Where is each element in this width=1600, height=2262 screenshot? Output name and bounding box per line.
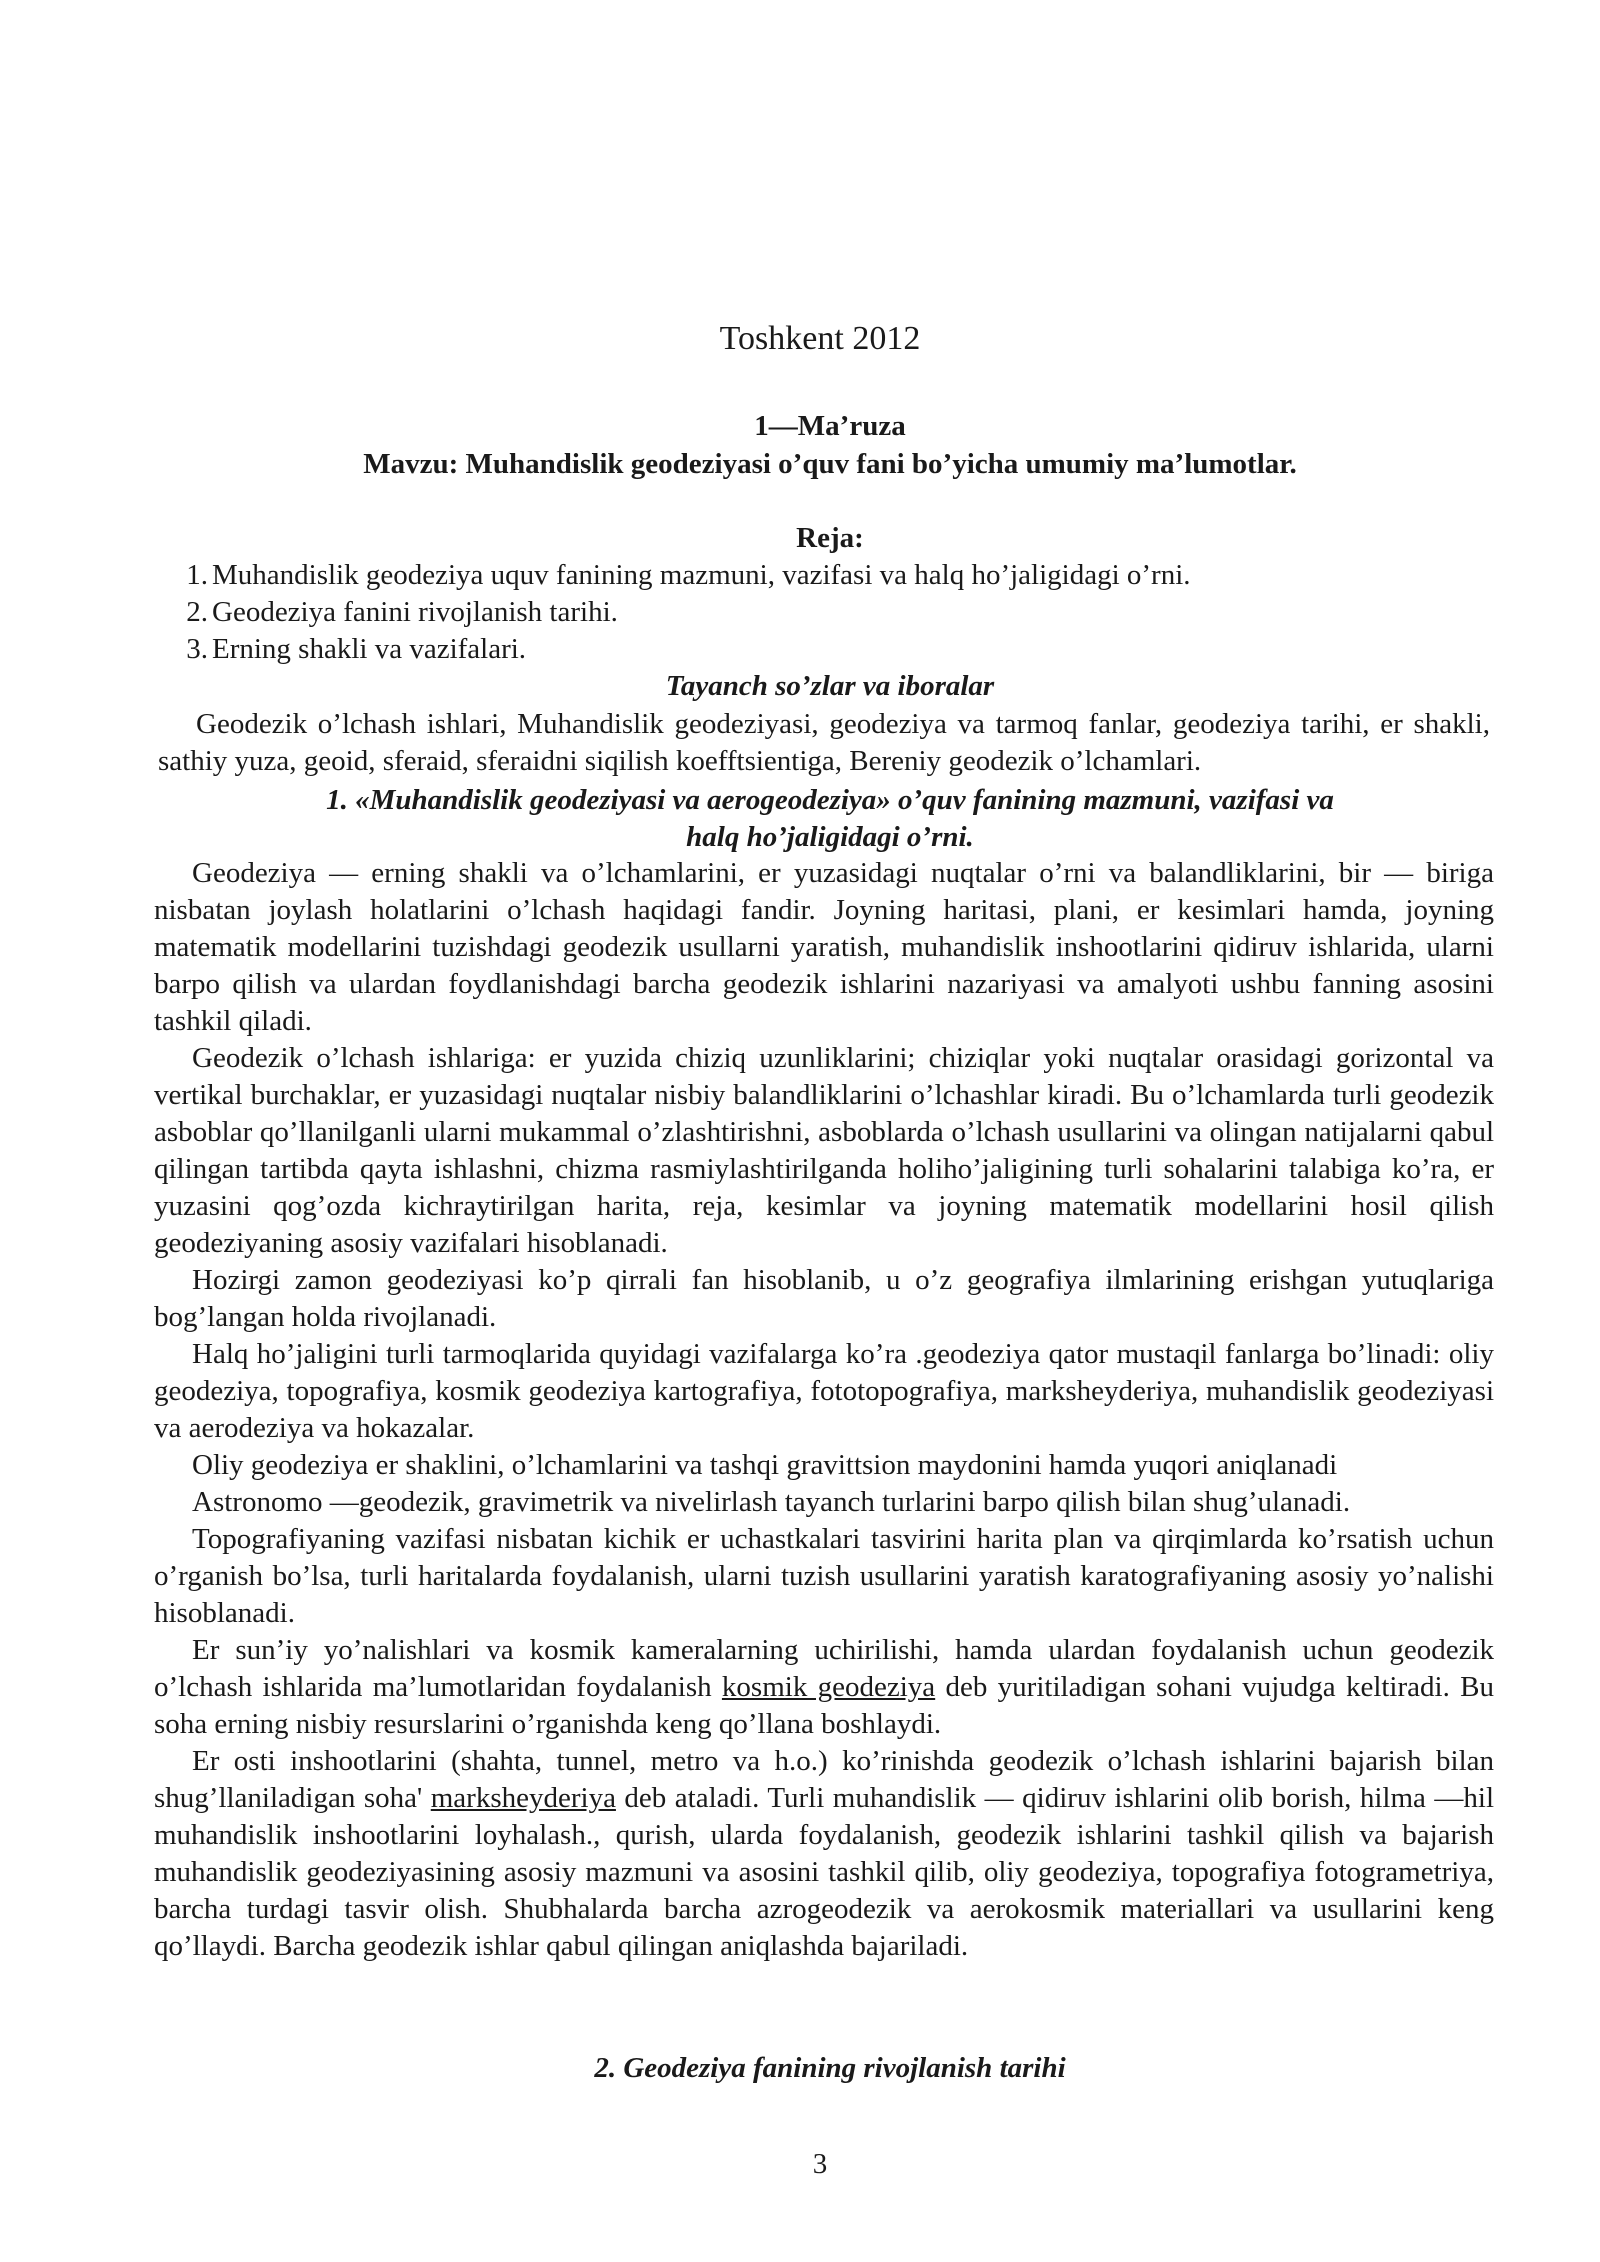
plan-item-text: Muhandislik geodeziya uquv fanining mazmuni, vazifasi va halq ho’jaligidagi o’rni. [212, 559, 1191, 591]
paragraph-text: deb ataladi. Turli muhandislik — qidiruv ishlarini olib borish, hilma —hil muhandislik inshootlarini loyhalash., qurish, ularda foydalanish, geodezik ishlarini tashkil qilish va bajarish muhandislik geodeziyasining asosiy mazmuni va asosini tashkil qilib, oliy geodeziya, topografiya fotogrametriya, barcha turdagi tasvir olish. Shubhalarda barcha azrogeodezik va aerokosmik materiallari va usullarini keng qo’llaydi. Barcha geodezik ishlar qabul qilingan aniqlashda bajariladi. [154, 1782, 1494, 1962]
section-1-heading-line2: halq ho’jaligidagi o’rni. [686, 821, 974, 853]
paragraph: Astronomo —geodezik, gravimetrik va nivelirlash tayanch turlarini barpo qilish bilan shug’ulanadi. [192, 1486, 1351, 1518]
plan-item-number: 3. [186, 633, 208, 665]
page-number: 3 [812, 2148, 828, 2180]
plan-title: Reja: [796, 522, 864, 554]
body-text [154, 855, 1494, 1965]
plan-item [176, 631, 1191, 668]
plan-item-text: Geodeziya fanini rivojlanish tarihi. [212, 596, 618, 628]
lecture-number: 1—Ma’ruza [754, 410, 906, 442]
plan-list [176, 557, 1191, 668]
section-1-heading [0, 782, 1600, 856]
plan-item [176, 557, 1191, 594]
paragraph: Geodeziya — erning shakli va o’lchamlarini, er yuzasidagi nuqtalar o’rni va balandliklarini, bir — biriga nisbatan joylash holatlarini o’lchash haqidagi fandir. Joyning haritasi, plani, er kesimlari hamda, joyning matematik modellarini tuzishdagi geodezik usullarni yaratish, muhandislik inshootlarini qidiruv ishlarida, ularni barpo qilish va ulardan foydlanishdagi barcha geodezik ishlarini nazariyasi va amalyoti ushbu fanning asosini tashkil qiladi. [154, 857, 1494, 1037]
plan-item-number: 2. [186, 596, 208, 628]
paragraph-text: Er sun’iy yo’nalishlari va kosmik kameralarning uchirilishi, hamda ulardan foydalanish uchun geodezik o’lchash ishlarida ma’lumotlaridan foydalanish [154, 1634, 1494, 1703]
section-1-heading-line1: 1. «Muhandislik geodeziyasi va aerogeodeziya» o’quv fanining mazmuni, vazifasi va [326, 784, 1334, 816]
paragraph: Topografiyaning vazifasi nisbatan kichik er uchastkalari tasvirini harita plan va qirqimlarda ko’rsatish uchun o’rganish bo’lsa, turli haritalarda foydalanish, ularni tuzish usullarini yaratish karatografiyaning asosiy yo’nalishi hisoblanadi. [154, 1523, 1494, 1629]
city-year: Toshkent 2012 [719, 320, 921, 357]
kosmik-geodeziya-link[interactable]: kosmik geodeziya [721, 1671, 936, 1703]
paragraph [154, 1743, 1494, 1965]
keywords-text: Geodezik o’lchash ishlari, Muhandislik geodeziyasi, geodeziya va tarmoq fanlar, geodeziya tarihi, er shakli, sathiy yuza, geoid, sferaid, sferaidni siqilish koefftsientiga, Bereniy geodezik o’lchamlari. [158, 708, 1490, 777]
paragraph: Geodezik o’lchash ishlariga: er yuzida chiziq uzunliklarini; chiziqlar yoki nuqtalar orasidagi gorizontal va vertikal burchaklar, er yuzasidagi nuqtalar nisbiy balandliklarini o’lchashlar kiradi. Bu o’lchamlarda turli geodezik asboblar qo’llanilganli ularni mukammal o’zlashtirishni, asboblarda o’lchash usullarini va olingan natijalarni qabul qilingan tartibda qayta ishlashni, chizma rasmiylashtirilganda holiho’jaligining turli sohalarini talabiga ko’ra, er yuzasini qog’ozda kichraytirilgan harita, reja, kesimlar va joyning matematik modellarini hosil qilish geodeziyaning asosiy vazifalari hisoblanadi. [154, 1042, 1494, 1259]
plan-item [176, 594, 1191, 631]
keywords-title: Tayanch so’zlar va iboralar [665, 670, 995, 702]
plan-item-text: Erning shakli va vazifalari. [212, 633, 527, 665]
paragraph: Hozirgi zamon geodeziyasi ko’p qirrali fan hisoblanib, u o’z geografiya ilmlarining erishgan yutuqlariga bog’langan holda rivojlanadi. [154, 1264, 1494, 1333]
paragraph-text: Er osti inshootlarini (shahta, tunnel, metro va h.o.) ko’rinishda geodezik o’lchash ishlarini bajarish bilan shug’llaniladigan soha' [154, 1745, 1494, 1814]
paragraph: Halq ho’jaligini turli tarmoqlarida quyidagi vazifalarga ko’ra .geodeziya qator mustaqil fanlarga bo’linadi: oliy geodeziya, topografiya, kosmik geodeziya kartografiya, fototopografiya, marksheyderiya, muhandislik geodeziyasi va aerodeziya va hokazalar. [154, 1338, 1494, 1444]
paragraph-text: deb yuritiladigan sohani vujudga keltiradi. Bu soha erning nisbiy resurslarini o’rganishda keng qo’llana boshlaydi. [154, 1671, 1494, 1740]
marksheyderiya-link[interactable]: marksheyderiya [430, 1782, 616, 1814]
plan-item-number: 1. [186, 559, 208, 591]
paragraph [154, 1632, 1494, 1743]
lecture-topic: Mavzu: Muhandislik geodeziyasi o’quv fani bo’yicha umumiy ma’lumotlar. [363, 448, 1297, 480]
section-2-heading: 2. Geodeziya fanining rivojlanish tarihi [594, 2052, 1066, 2084]
paragraph: Oliy geodeziya er shaklini, o’lchamlarini va tashqi gravittsion maydonini hamda yuqori aniqlanadi [192, 1449, 1338, 1481]
